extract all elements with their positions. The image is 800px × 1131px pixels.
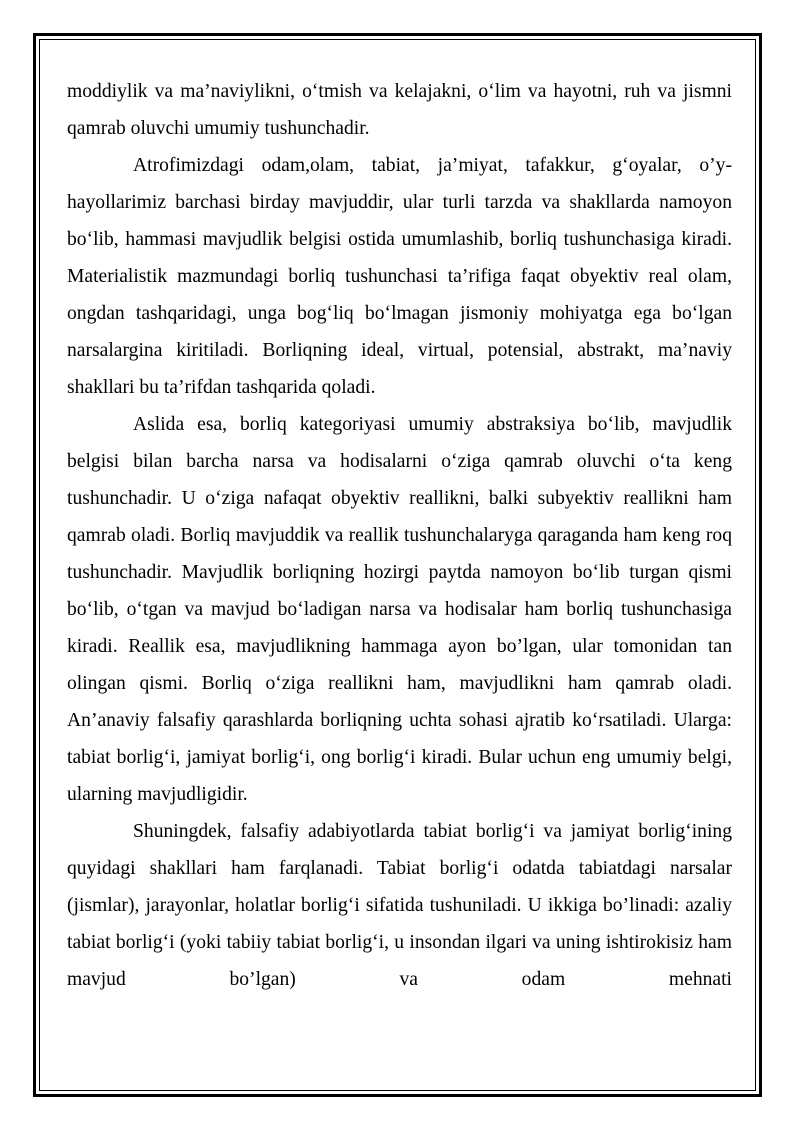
document-body [67,73,732,998]
paragraph-continuation: moddiylik va ma’naviylikni, o‘tmish va kelajakni, o‘lim va hayotni, ruh va jismni qamrab oluvchi umumiy tushunchadir. [67,81,732,139]
paragraph-shuningdek: Shuningdek, falsafiy adabiyotlarda tabiat borlig‘i va jamiyat borlig‘ining quyidagi shakllari ham farqlanadi. Tabiat borlig‘i odatda tabiatdagi narsalar (jismlar), jarayonlar, holatlar borlig‘i sifatida tushuniladi. U ikkiga bo’linadi: azaliy tabiat borlig‘i (yoki tabiiy tabiat borlig‘i, u insondan ilgari va uning ishtirokisiz ham mavjud bo’lgan) va odam mehnati [67,821,732,990]
paragraph-atrofimizdagi: Atrofimizdagi odam,olam, tabiat, ja’miyat, tafakkur, g‘oyalar, o’y-hayollarimiz barchasi birday mavjuddir, ular turli tarzda va shakllarda namoyon bo‘lib, hammasi mavjudlik belgisi ostida umumlashib, borliq tushunchasiga kiradi. Materialistik mazmundagi borliq tushunchasi ta’rifiga faqat obyektiv real olam, ongdan tashqaridagi, unga bog‘liq bo‘lmagan jismoniy mohiyatga ega bo‘lgan narsalargina kiritiladi. Borliqning ideal, virtual, potensial, abstrakt, ma’naviy shakllari bu ta’rifdan tashqarida qoladi. [67,155,732,398]
paragraph-aslida-esa: Aslida esa, borliq kategoriyasi umumiy abstraksiya bo‘lib, mavjudlik belgisi bilan barcha narsa va hodisalarni o‘ziga qamrab oluvchi o‘ta keng tushunchadir. U o‘ziga nafaqat obyektiv reallikni, balki subyektiv reallikni ham qamrab oladi. Borliq mavjuddik va reallik tushunchalaryga qaraganda ham keng roq tushunchadir. Mavjudlik borliqning hozirgi paytda namoyon bo‘lib turgan qismi bo‘lib, o‘tgan va mavjud bo‘ladigan narsa va hodisalar ham borliq tushunchasiga kiradi. Reallik esa, mavjudlikning hammaga ayon bo’lgan, ular tomonidan tan olingan qismi. Borliq o‘ziga reallikni ham, mavjudlikni ham qamrab oladi. An’anaviy falsafiy qarashlarda borliqning uchta sohasi ajratib ko‘rsatiladi. Ularga: tabiat borlig‘i, jamiyat borlig‘i, ong borlig‘i kiradi. Bular uchun eng umumiy belgi, ularning mavjudligidir. [67,414,732,805]
